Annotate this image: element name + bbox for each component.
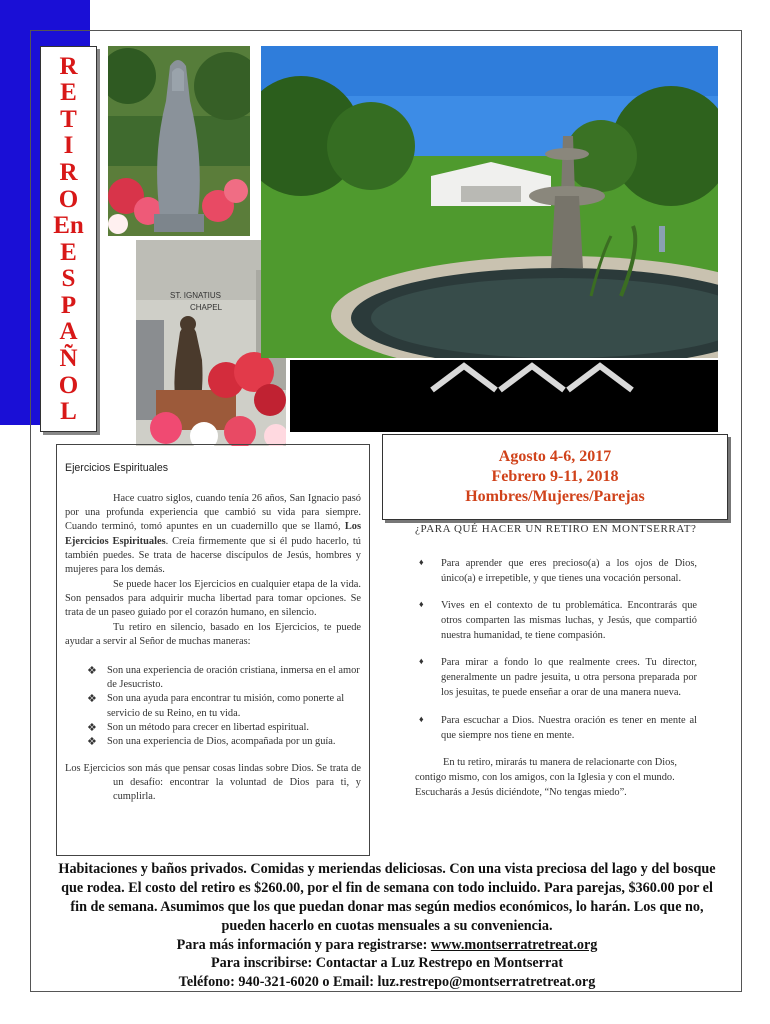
list-item: ♦ Para mirar a fondo lo que realmente crees. Tu director, generalmente un padre jesuita, u otra persona preparada por los jesuitas, te puede enseñar a orar de una manera nueva. xyxy=(419,656,697,699)
title-letter: Ñ xyxy=(59,344,78,372)
title-letter: I xyxy=(63,132,74,160)
bottom-main-text: Habitaciones y baños privados. Comidas y meriendas deliciosas. Con una vista preciosa del lago y del bosque que rodea. El costo del retiro es $260.00, por el fin de semana con todo incluido. Para parejas, $360.00 por el fin de semana. Asumimos que los que puedan donar mas según medios económicos, lo harán. Los que no, pueden hacerlo en cuotas mensuales a su conveniencia. xyxy=(58,861,716,934)
title-letter: O xyxy=(58,371,79,399)
diamond-bullet-icon: ❖ xyxy=(87,664,97,677)
title-letter: L xyxy=(60,398,77,426)
list-item: ♦ Vives en el contexto de tu problemática. Encontrarás que otros comparten las mismas luchas, y Jesús, que compartió nuestra humanidad, te tiene compasión. xyxy=(419,599,697,642)
diamond-bullet-icon: ♦ xyxy=(419,713,424,724)
title-letter: E xyxy=(60,79,77,107)
list-item: ♦ Para aprender que eres precioso(a) a los ojos de Dios, único(a) e irrepetible, y que tienes una vocación personal. xyxy=(419,556,697,585)
phone-email-line: Teléfono: 940-321-6020 o Email: luz.restrepo@montserratretreat.org xyxy=(178,974,596,991)
ejercicios-paragraph-3: Tu retiro en silencio, basado en los Ejercicios, te puede ayudar a servir al Señor de muchas maneras: xyxy=(65,621,361,648)
list-item: ❖ Son una experiencia de Dios, acompañada por un guía. xyxy=(87,735,361,749)
list-item: ❖ Son una experiencia de oración cristiana, inmersa en el amor de Jesucristo. xyxy=(87,664,360,690)
website-link[interactable]: www.montserratretreat.org xyxy=(430,936,598,953)
title-letter: En xyxy=(53,212,84,240)
title-letter: S xyxy=(61,265,76,293)
diamond-bullet-icon: ♦ xyxy=(419,656,424,667)
ejercicios-heading: Ejercicios Espirituales xyxy=(65,462,169,474)
ejercicios-list xyxy=(87,664,361,750)
mary-statue-photo xyxy=(108,46,250,236)
vertical-title xyxy=(40,46,97,432)
title-letter: T xyxy=(60,105,77,133)
diamond-bullet-icon: ♦ xyxy=(419,556,424,567)
black-banner xyxy=(290,360,718,432)
title-letter: A xyxy=(59,318,78,346)
title-letter: R xyxy=(59,159,78,187)
title-letter: R xyxy=(59,52,78,80)
chapel-sign-line1: ST. IGNATIUS xyxy=(170,291,221,300)
date-line-1: Agosto 4-6, 2017 xyxy=(498,448,612,465)
why-retreat-section xyxy=(415,522,697,800)
contact-line: Para inscribirse: Contactar a Luz Restrepo en Montserrat xyxy=(210,955,564,972)
why-retreat-closing: En tu retiro, mirarás tu manera de relacionarte con Dios, contigo mismo, con los amigos, con la Iglesia y con el mundo. Escucharás a Jesús diciéndote, “No tengas miedo”. xyxy=(415,756,677,798)
ejercicios-paragraph-1: Hace cuatro siglos, cuando tenía 26 años, San Ignacio pasó por una profunda experiencia que cambió su vida para siempre. Cuando terminó, tomó apuntes en un cuadernillo que se llamó, Los Ejercicios Espirituales. Creía firmemente que si él pudo hacerlo, tú también puedes. Se trata de hacerse discípulos de Jesús, hombres y mujeres para los demás. xyxy=(65,492,361,576)
ejercicios-closing: Los Ejercicios son más que pensar cosas lindas sobre Dios. Se trata de un desafío: encontrar la voluntad de Dios para ti, y cumplirla. xyxy=(65,762,361,803)
dates-box xyxy=(382,434,728,520)
why-retreat-list xyxy=(415,556,697,743)
ejercicios-box xyxy=(56,444,370,856)
diamond-bullet-icon: ❖ xyxy=(87,722,97,734)
diamond-bullet-icon: ❖ xyxy=(87,693,97,706)
diamond-bullet-icon: ❖ xyxy=(87,736,97,749)
date-line-2: Febrero 9-11, 2018 xyxy=(491,468,619,485)
chevron-ornaments-icon xyxy=(290,360,718,432)
chapel-sign-line2: CHAPEL xyxy=(190,303,223,312)
list-item: ♦ Para escuchar a Dios. Nuestra oración es tener en mente al que siempre nos tiene en mente. xyxy=(419,713,697,741)
title-letter: O xyxy=(58,185,79,213)
list-item: ❖ Son un método para crecer en libertad espiritual. xyxy=(87,721,361,735)
diamond-bullet-icon: ♦ xyxy=(419,599,424,610)
fountain-landscape-photo xyxy=(261,46,718,358)
audience-line: Hombres/Mujeres/Parejas xyxy=(465,488,645,505)
bottom-info xyxy=(52,860,722,992)
info-line: Para más información y para registrarse: www.montserratretreat.org xyxy=(176,936,598,953)
title-letter: E xyxy=(60,238,77,266)
title-letter: P xyxy=(60,291,77,319)
why-retreat-question: ¿PARA QUÉ HACER UN RETIRO EN MONTSERRAT? xyxy=(415,523,697,535)
list-item: ❖ Son una ayuda para encontrar tu misión, como ponerte al servicio de su Reino, en tu vida. xyxy=(87,693,345,719)
ejercicios-paragraph-2: Se puede hacer los Ejercicios en cualquier etapa de la vida. Son pensados para adquirir mucha libertad para tomar opciones. Se trata de un paseo guiado por el corazón humano, en silencio. xyxy=(65,578,361,619)
